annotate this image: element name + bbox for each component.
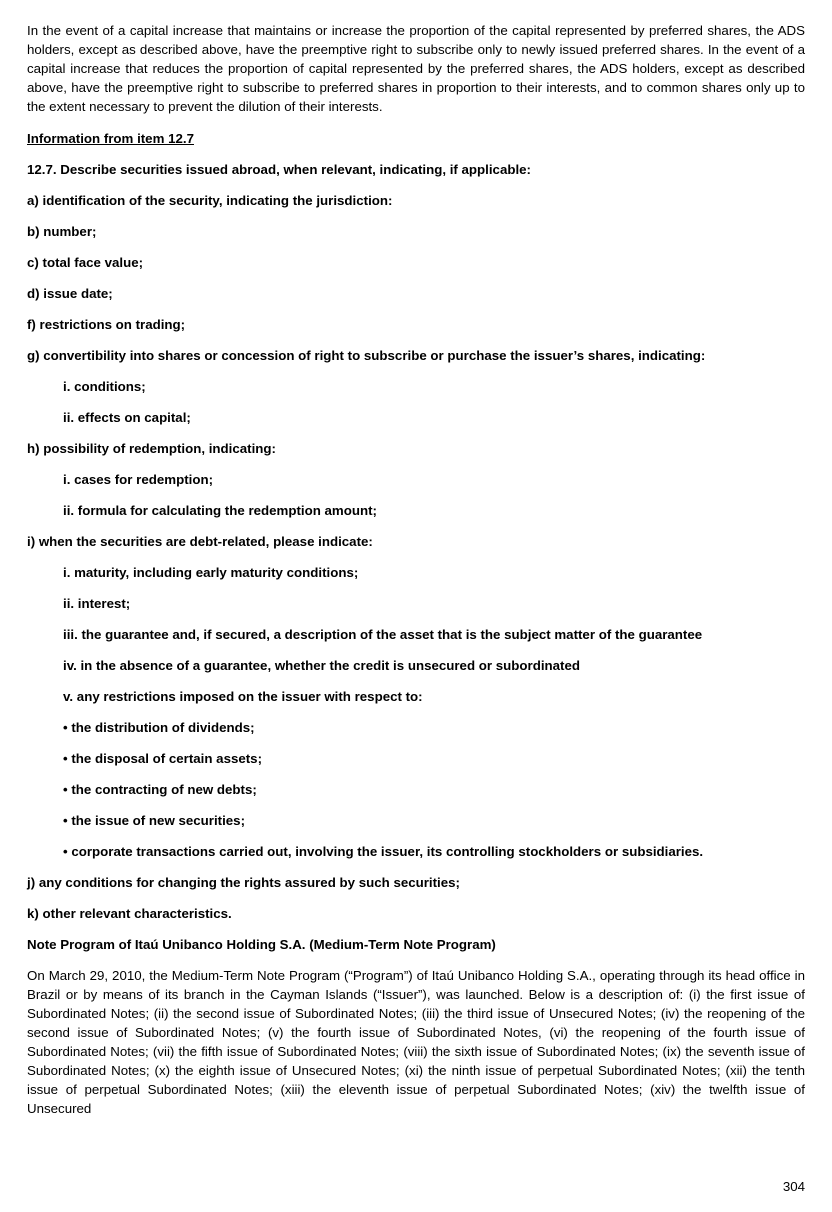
document-item: 12.7. Describe securities issued abroad, when relevant, indicating, if applicable: [27,162,531,177]
intro-paragraph: In the event of a capital increase that maintains or increase the proportion of the capital represented by preferred shares, the ADS holders, except as described above, have the preemptive right to subscribe only to newly issued preferred shares. In the event of a capital increase that reduces the proportion of capital represented by the preferred shares, the ADS holders, except as described above, have the preemptive right to subscribe to preferred shares in proportion to their interests, and to common shares only up to the extent necessary to prevent the dilution of their interests. [27,23,805,114]
document-item: v. any restrictions imposed on the issuer with respect to: [63,689,423,704]
document-item: iv. in the absence of a guarantee, whether the credit is unsecured or subordinated [63,658,580,673]
document-item: b) number; [27,224,97,239]
document-item: • the distribution of dividends; [63,720,255,735]
document-item: d) issue date; [27,286,113,301]
document-item: h) possibility of redemption, indicating: [27,441,276,456]
note-program-heading: Note Program of Itaú Unibanco Holding S.A. (Medium-Term Note Program) [27,937,496,952]
document-item: • the issue of new securities; [63,813,246,828]
document-item: j) any conditions for changing the rights assured by such securities; [27,875,460,890]
document-item: a) identification of the security, indicating the jurisdiction: [27,193,393,208]
document-item: ii. interest; [63,596,131,611]
note-program-paragraph: On March 29, 2010, the Medium-Term Note Program (“Program”) of Itaú Unibanco Holding S.A., operating through its head office in Brazil or by means of its branch in the Cayman Islands (“Issuer”), was launched. Below is a description of: (i) the first issue of Subordinated Notes; (ii) the second issue of Subordinated Notes; (iii) the third issue of Unsecured Notes; (iv) the reopening of the second issue of Subordinated Notes; (v) the fourth issue of Subordinated Notes, (vi) the reopening of the fourth issue of Subordinated Notes; (vii) the fifth issue of Subordinated Notes; (viii) the sixth issue of Subordinated Notes; (ix) the seventh issue of Subordinated Notes; (x) the eighth issue of Unsecured Notes; (xi) the ninth issue of perpetual Subordinated Notes; (xii) the tenth issue of perpetual Subordinated Notes; (xiii) the eleventh issue of perpetual Subordinated Notes; (xiv) the twelfth issue of Unsecured [27,968,805,1116]
document-item: i. cases for redemption; [63,472,213,487]
document-item: i) when the securities are debt-related, please indicate: [27,534,373,549]
document-item: c) total face value; [27,255,144,270]
document-item: ii. formula for calculating the redemption amount; [63,503,377,518]
document-item: k) other relevant characteristics. [27,906,232,921]
section-heading: Information from item 12.7 [27,131,194,146]
document-item: • corporate transactions carried out, involving the issuer, its controlling stockholders or subsidiaries. [63,844,704,859]
document-item: iii. the guarantee and, if secured, a description of the asset that is the subject matter of the guarantee [63,627,703,642]
document-item: i. maturity, including early maturity conditions; [63,565,359,580]
document-item: f) restrictions on trading; [27,317,186,332]
document-item: • the disposal of certain assets; [63,751,262,766]
document-item: i. conditions; [63,379,146,394]
page-number: 304 [782,1179,805,1194]
document-item: ii. effects on capital; [63,410,191,425]
item-list [27,160,805,923]
document-item: • the contracting of new debts; [63,782,257,797]
document-item: g) convertibility into shares or concession of right to subscribe or purchase the issuer’s shares, indicating: [27,348,706,363]
